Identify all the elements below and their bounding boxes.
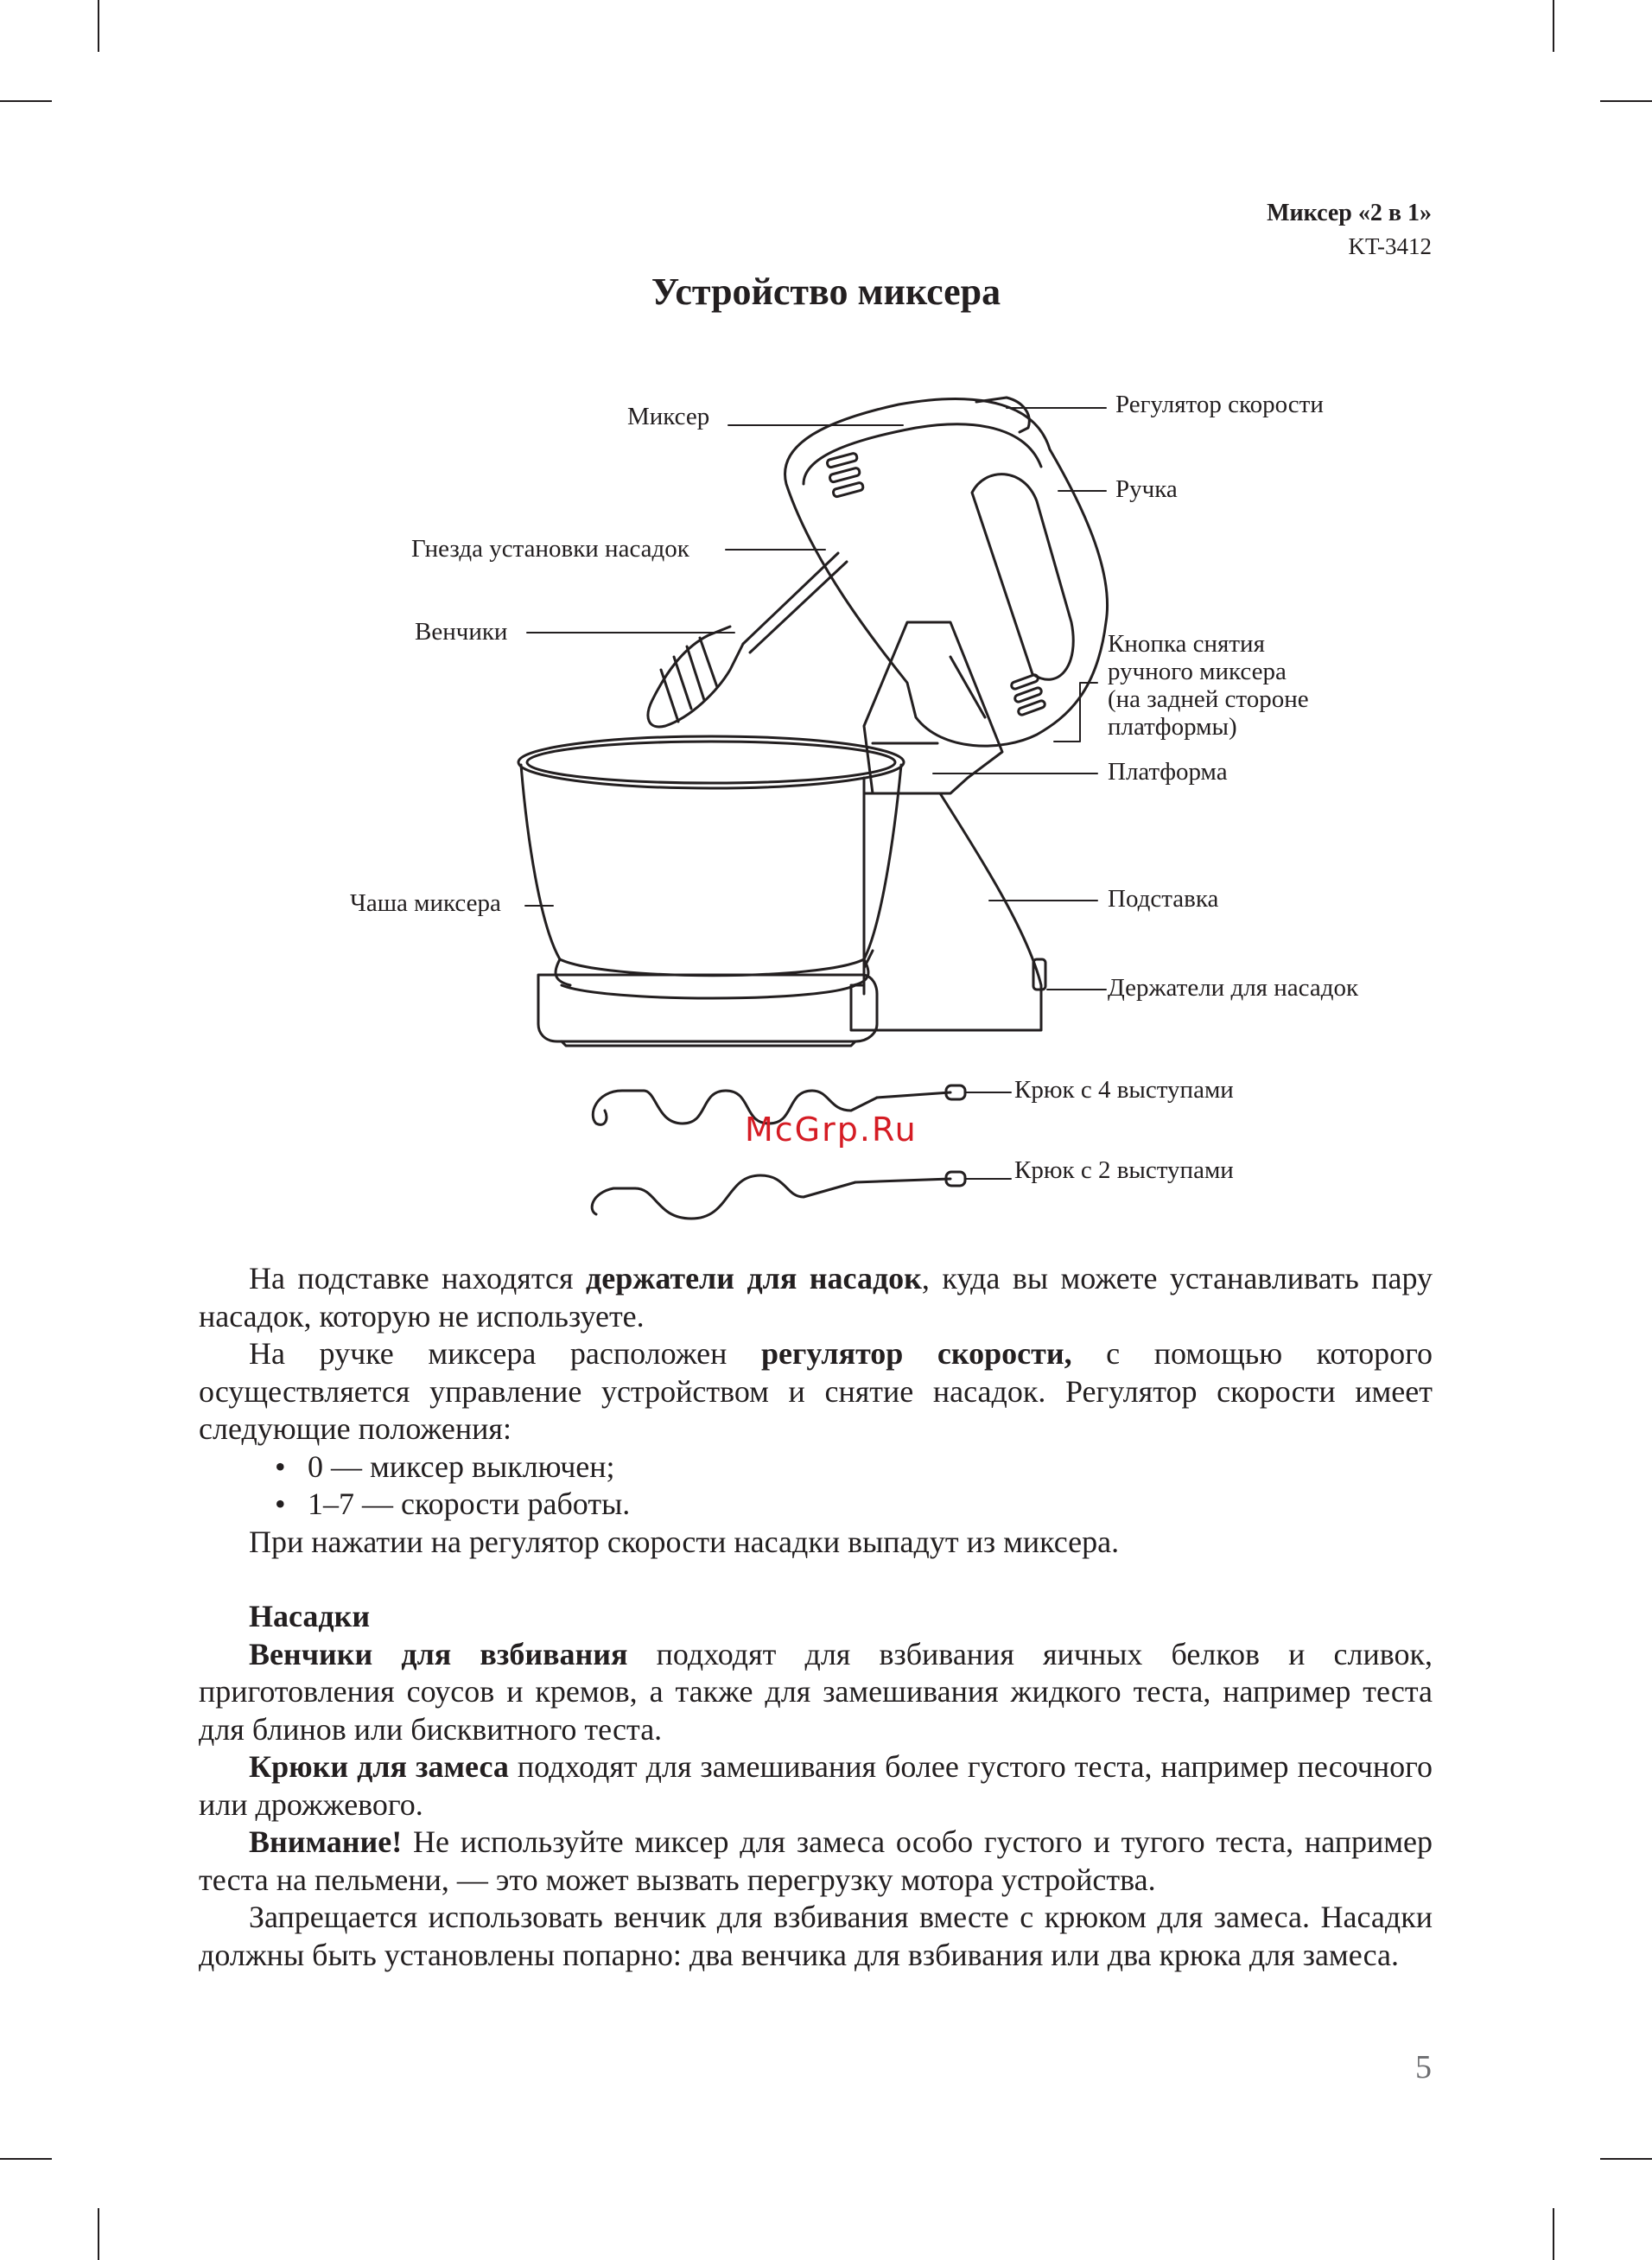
platform-illustration: [864, 622, 1002, 793]
list-item: • 1–7 — скорости работы.: [275, 1486, 1433, 1524]
label-stand: Подставка: [1108, 885, 1219, 913]
label-platform: Платформа: [1108, 758, 1228, 786]
speed-list: [199, 1448, 1433, 1524]
paragraph-warning: Внимание! Не используйте миксер для замеса особо густого и тугого теста, например теста на пельмени, — это может вызвать перегрузку мотора устройства.: [199, 1824, 1433, 1897]
bowl-illustration: [518, 736, 904, 1046]
running-header-model: KT-3412: [1348, 233, 1432, 259]
watermark: McGrp.Ru: [745, 1111, 918, 1149]
hook2-illustration: [592, 1172, 965, 1219]
crop-mark: [0, 2158, 52, 2160]
body-text: [199, 1260, 1433, 1974]
section-title: Насадки: [249, 1599, 371, 1633]
crop-mark: [1600, 2158, 1652, 2160]
label-hook4: Крюк с 4 выступами: [1014, 1076, 1234, 1104]
label-sockets: Гнезда установки насадок: [411, 535, 689, 563]
label-release-button-line4: платформы): [1108, 713, 1237, 741]
label-handle: Ручка: [1115, 475, 1178, 503]
crop-mark: [98, 2208, 99, 2260]
label-holders: Держатели для насадок: [1108, 974, 1359, 1002]
page-number: 5: [1415, 2049, 1432, 2085]
leader-lines: [525, 408, 1106, 1179]
label-hook2: Крюк с 2 выступами: [1014, 1156, 1234, 1184]
paragraph-speed-regulator: На ручке миксера расположен регулятор скорости, с помощью которого осуществляется управление устройством и снятие насадок. Регулятор скорости имеет следующие положения:: [199, 1336, 1433, 1446]
paragraph-holders: На подставке находятся держатели для насадок, куда вы можете устанавливать пару насадок, которую не используете.: [199, 1261, 1433, 1334]
whisk-illustration: [648, 553, 847, 727]
hand-mixer-illustration: [785, 398, 1108, 746]
label-release-button-line1: Кнопка снятия: [1108, 630, 1265, 658]
label-speed-regulator: Регулятор скорости: [1115, 391, 1324, 418]
paragraph-hooks: Крюки для замеса подходят для замешивания более густого теста, например песочного или дрожжевого.: [199, 1749, 1433, 1822]
label-release-button-line3: (на задней стороне: [1108, 685, 1309, 713]
paragraph-release: При нажатии на регулятор скорости насадки выпадут из миксера.: [249, 1524, 1120, 1559]
label-bowl: Чаша миксера: [350, 889, 501, 917]
paragraph-whisks: Венчики для взбивания подходят для взбивания яичных белков и сливок, приготовления соусов и кремов, а также для замешивания жидкого теста, например теста для блинов или бисквитного теста.: [199, 1636, 1433, 1747]
crop-mark: [1553, 2208, 1554, 2260]
list-item: • 0 — миксер выключен;: [275, 1448, 1433, 1487]
running-header-title: Миксер «2 в 1»: [1267, 200, 1432, 226]
paragraph-prohibition: Запрещается использовать венчик для взбивания вместе с крюком для замеса. Насадки должны быть установлены попарно: два венчика для взбивания или два крюка для замеса.: [199, 1900, 1433, 1972]
page-title: Устройство миксера: [651, 271, 1001, 313]
label-mixer: Миксер: [627, 403, 710, 430]
label-whisks: Венчики: [415, 618, 508, 646]
label-release-button: [1108, 630, 1309, 741]
label-release-button-line2: ручного миксера: [1108, 658, 1287, 685]
